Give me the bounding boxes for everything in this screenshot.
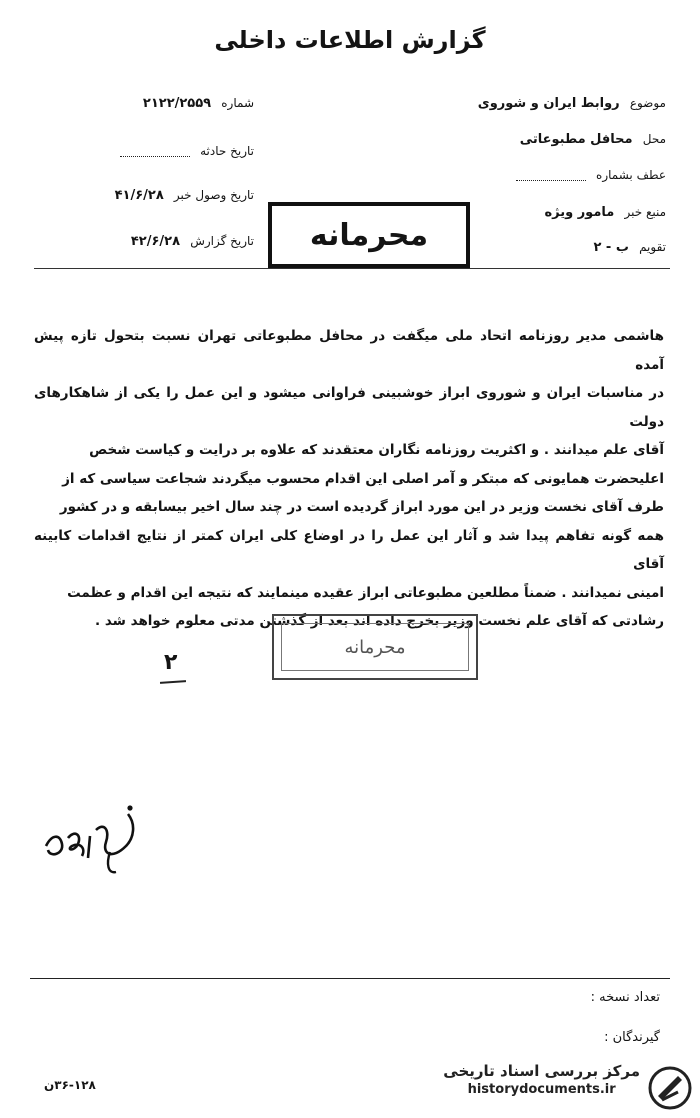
place-label: محل [642, 132, 666, 146]
report-date-label: تاریخ گزارش [190, 234, 254, 248]
number-field [34, 96, 254, 111]
number-label: شماره [221, 96, 254, 110]
subject-label: موضوع [629, 96, 666, 110]
receipt-date-field [34, 188, 254, 203]
document-code: ۳۶-۱۲۸ن [44, 1078, 96, 1092]
attachment-blank [516, 170, 586, 181]
handwritten-signature [38, 800, 148, 880]
archive-logo-icon [648, 1066, 692, 1110]
subject-field [478, 96, 666, 111]
body-line: در مناسبات ایران و شوروی ابراز خوشبینی فراوانی میشود و این عمل را یکی از شاهکارهای دولت [34, 385, 664, 430]
number-value: ۲۱۲۲/۲۵۵۹ [142, 96, 212, 111]
report-date-value: ۴۲/۶/۲۸ [130, 234, 181, 249]
handwritten-underline [160, 680, 186, 684]
secondary-stamp-text: محرمانه [281, 623, 469, 671]
report-body [34, 322, 664, 636]
rating-field [593, 240, 666, 255]
rating-label: تقویم [639, 240, 666, 254]
event-date-field [34, 144, 254, 159]
body-line: طرف آقای نخست وزیر در این مورد ابراز گردیده است در چند سال اخیر بیسابقه و در کشور [59, 499, 664, 515]
event-date-label: تاریخ حادثه [200, 144, 254, 158]
attachment-field [516, 168, 666, 183]
body-line: رشادتی که آقای علم نخست وزیر بخرج داده اند بعد از گذشتن مدتی معلوم خواهد شد . [95, 613, 664, 629]
event-date-blank [120, 146, 190, 157]
copies-label: تعداد نسخه : [590, 990, 660, 1005]
header-divider [34, 268, 670, 269]
secondary-stamp [272, 614, 478, 680]
body-line: اعلیحضرت همایونی که مبتکر و آمر اصلی این اقدام محسوب میگردند شجاعت سیاسی که از [62, 470, 664, 487]
watermark-persian: مرکز بررسی اسناد تاریخی [443, 1062, 640, 1080]
attachment-label: عطف بشماره [596, 168, 666, 182]
watermark [443, 1062, 640, 1097]
classification-stamp: محرمانه [268, 202, 470, 268]
body-line: همه گونه تفاهم پیدا شد و آثار این عمل را در اوضاع کلی ایران کمتر از نتایج اقدامات کابینه آقای [34, 527, 664, 572]
report-date-field [34, 234, 254, 249]
subject-value: روابط ایران و شوروی [477, 96, 620, 111]
watermark-url: historydocuments.ir [467, 1082, 616, 1097]
body-line: هاشمی مدیر روزنامه اتحاد ملی میگفت در محافل مطبوعاتی تهران نسبت بتحول تازه پیش آمده [34, 328, 664, 373]
recipients-label: گیرندگان : [604, 1030, 660, 1045]
source-field [544, 205, 666, 220]
document-title: گزارش اطلاعات داخلی [214, 26, 486, 54]
rating-value: ب - ۲ [593, 240, 629, 255]
receipt-date-value: ۴۱/۶/۲۸ [114, 188, 164, 203]
body-line: آقای علم میدانند . و اکثریت روزنامه نگاران معتقدند که علاوه بر درایت و کیاست شخص [89, 442, 664, 458]
source-value: مامور ویژه [544, 205, 615, 220]
receipt-date-label: تاریخ وصول خبر [173, 188, 254, 202]
body-line: امینی نمیدانند . ضمناً مطلعین مطبوعاتی ابراز عقیده مینمایند که نتیجه این اقدام و عظمت [67, 584, 664, 601]
footer-divider [30, 978, 670, 979]
source-label: منبع خبر [624, 205, 666, 219]
place-value: محافل مطبوعاتی [519, 132, 633, 147]
handwritten-mark: ۲ [164, 650, 178, 675]
place-field [520, 132, 666, 147]
